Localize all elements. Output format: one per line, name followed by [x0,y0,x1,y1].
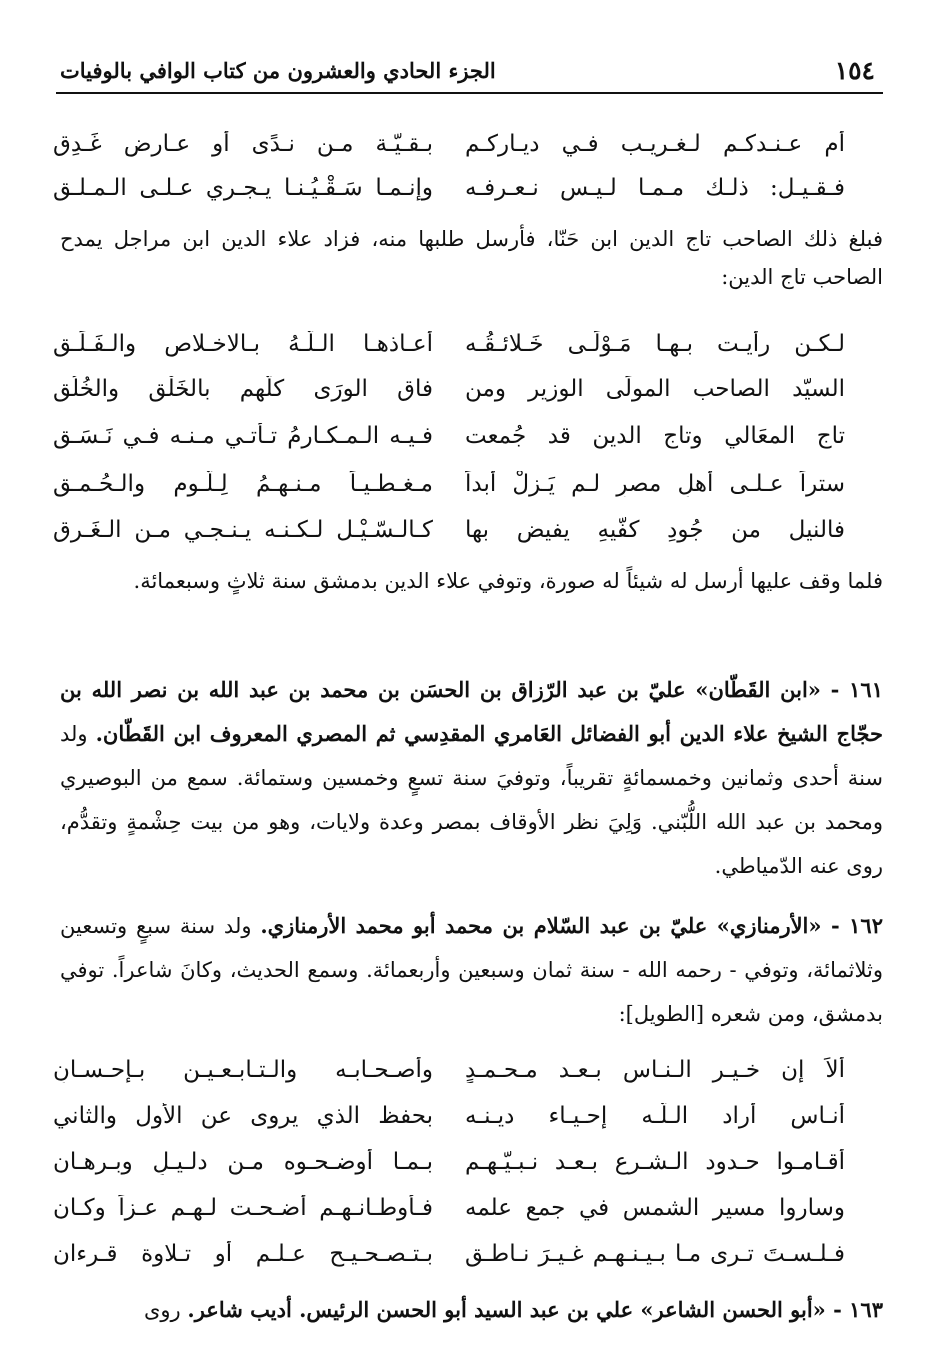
verse-second-hemistich: فـيـه الـمـكـارمُ تـأتـي مـنـه فـي نَـسَـق [53,423,433,449]
verse-first-hemistich: فـقـيـل: ذلـك مـمـا لـيـس نـعـرفـه [465,175,845,201]
verse-second-hemistich: فاق الورَى كلُّهم بالخَلْقِ والخُلُق [53,376,433,402]
entry-body: روى [143,1298,181,1322]
verse-line [53,508,845,552]
entry-heading: ١٦١ - «ابن القَطّان» عليّ بن عبد الرّزاق بن الحسَن بن محمد بن عبد الله بن نصر الله بن حجّاج الشيخ علاء الدين أبو الفضائل العَامري المقدِسي ثم المصري المعروف ابن القَطّان. [60,677,883,746]
verse-line [53,1186,845,1230]
verse-second-hemistich: وأصـحـابـه والـتـابـعـيـن بـإحـسـانِ [53,1057,433,1083]
verse-first-hemistich: لـكـن رأيـت بـهـا مَـوْلًـى خَـلائـقُـه [465,331,845,357]
entry-heading: ١٦٢ - «الأرمنازي» عليّ بن عبد السّلام بن محمد أبو محمد الأرمنازي. [260,913,883,938]
verse-first-hemistich: وساروا مسير الشمس في جمع علمه [465,1195,845,1221]
page-number: ١٥٤ [834,56,875,85]
entry-body: ولد سنة أحدى وثمانين وخمسمائةٍ تقريباً، وتوفيَ سنة تسعٍ وخمسين وستمائة. سمع من البوصيري ومحمد بن عبد الله اللُّبّني. وَلِيَ نظر الأوقاف بمصر وعدة ولايات، وهو من بيت حِشْمةٍ وتقدُّم، روى عنه الدّمياطي. [60,722,883,878]
verse-line [53,462,845,506]
entry-heading: ١٦٣ - «أبو الحسن الشاعر» علي بن عبد السيد أبو الحسن الرئيس. أديب شاعر. [187,1297,883,1322]
verse-first-hemistich: فالنيل من جُودِ كفَّيهِ يفيض بها [465,517,845,543]
verse-line [53,1232,845,1276]
page-header [56,52,883,94]
verse-line [53,1048,845,1092]
verse-second-hemistich: وإنـمـا سَـقْـيُـنـا يـجـري عـلـى الـمـلـق [53,175,433,201]
verse-line [53,122,845,166]
verse-first-hemistich: تاج المعَالي وتاج الدين قد جُمعت [465,423,845,449]
prose-paragraph: فبلغ ذلك الصاحب تاج الدين ابن حَنّا، فأرسل طلبها منه، فزاد علاء الدين ابن مراجل يمدح الصاحب تاج الدين: [60,227,883,289]
biography-entry-161 [60,668,883,888]
biography-entry-162 [60,904,883,1036]
verse-second-hemistich: بـتـصـحـيـح عـلـمٍ أو تـلاوة قـرءان [53,1241,433,1267]
verse-line [53,1140,845,1184]
verse-line [53,1094,845,1138]
verse-first-hemistich: فـلـسـتَ تـرى مـا بـيـنـهـم غـيـرَ نـاطـقٍ [465,1241,845,1267]
verse-first-hemistich: أقـامـوا حـدود الـشـرع بـعـد نـبـيّـهـم [465,1149,845,1175]
verse-second-hemistich: مـغـطـيـاً مـنـهـمُ لِـلُّـوم والـحُـمـق [53,471,433,497]
verse-second-hemistich: بـقـيّـة مـن نـدًى أو عـارض غَـدِق [53,131,433,157]
verse-first-hemistich: ألاَ إن خـيـر الـنـاس بـعـد مـحـمـدٍ [465,1057,845,1083]
verse-line [53,414,845,458]
verse-second-hemistich: كـالـسّـيْـل لـكـنـه يـنـجـي مـن الـغَـرق [53,517,433,543]
prose-paragraph: فلما وقف عليها أرسل له شيئاً له صورة، وتوفي علاء الدين بدمشق سنة ثلاثٍ وسبعمائة. [133,569,883,593]
verse-first-hemistich: أم عـنـدكـم لـغـريـب فـي ديـاركـم [465,131,845,157]
verse-second-hemistich: بـمـا أوضـحـوه مـن دلـيـلٍ وبـرهـان [53,1149,433,1175]
running-title: الجزء الحادي والعشرون من كتاب الوافي بالوفيات [60,58,496,83]
verse-first-hemistich: ستراً عـلـى أهلِ مصرٍ لـم يَـزلْ أبداً [465,471,845,497]
verse-second-hemistich: أعـاذهـا الـلّـهُ بـالاخـلاصِ والـفَـلَـقِ [53,331,433,357]
biography-entry-163 [60,1288,883,1332]
entry-body: ولد سنة سبعٍ وتسعين وثلاثمائة، وتوفي - رحمه الله - سنة ثمان وسبعين وأربعمائة. وسمع الحديث، وكانَ شاعراً. توفي بدمشق، ومن شعره [الطويل]: [60,914,883,1026]
verse-first-hemistich: السيّد الصاحب المولَى الوزير ومن [465,376,845,402]
verse-second-hemistich: فـأوطـانـهـم أضـحـت لـهـم عـزاً وكـان [53,1195,433,1221]
verse-second-hemistich: بحفظ الذي يروى عن الأول والثاني [53,1103,433,1129]
verse-line [53,367,845,411]
verse-line [53,166,845,210]
verse-first-hemistich: أنـاس أراد الـلّـه إحـيـاء ديـنـه [465,1103,845,1129]
verse-line [53,322,845,366]
